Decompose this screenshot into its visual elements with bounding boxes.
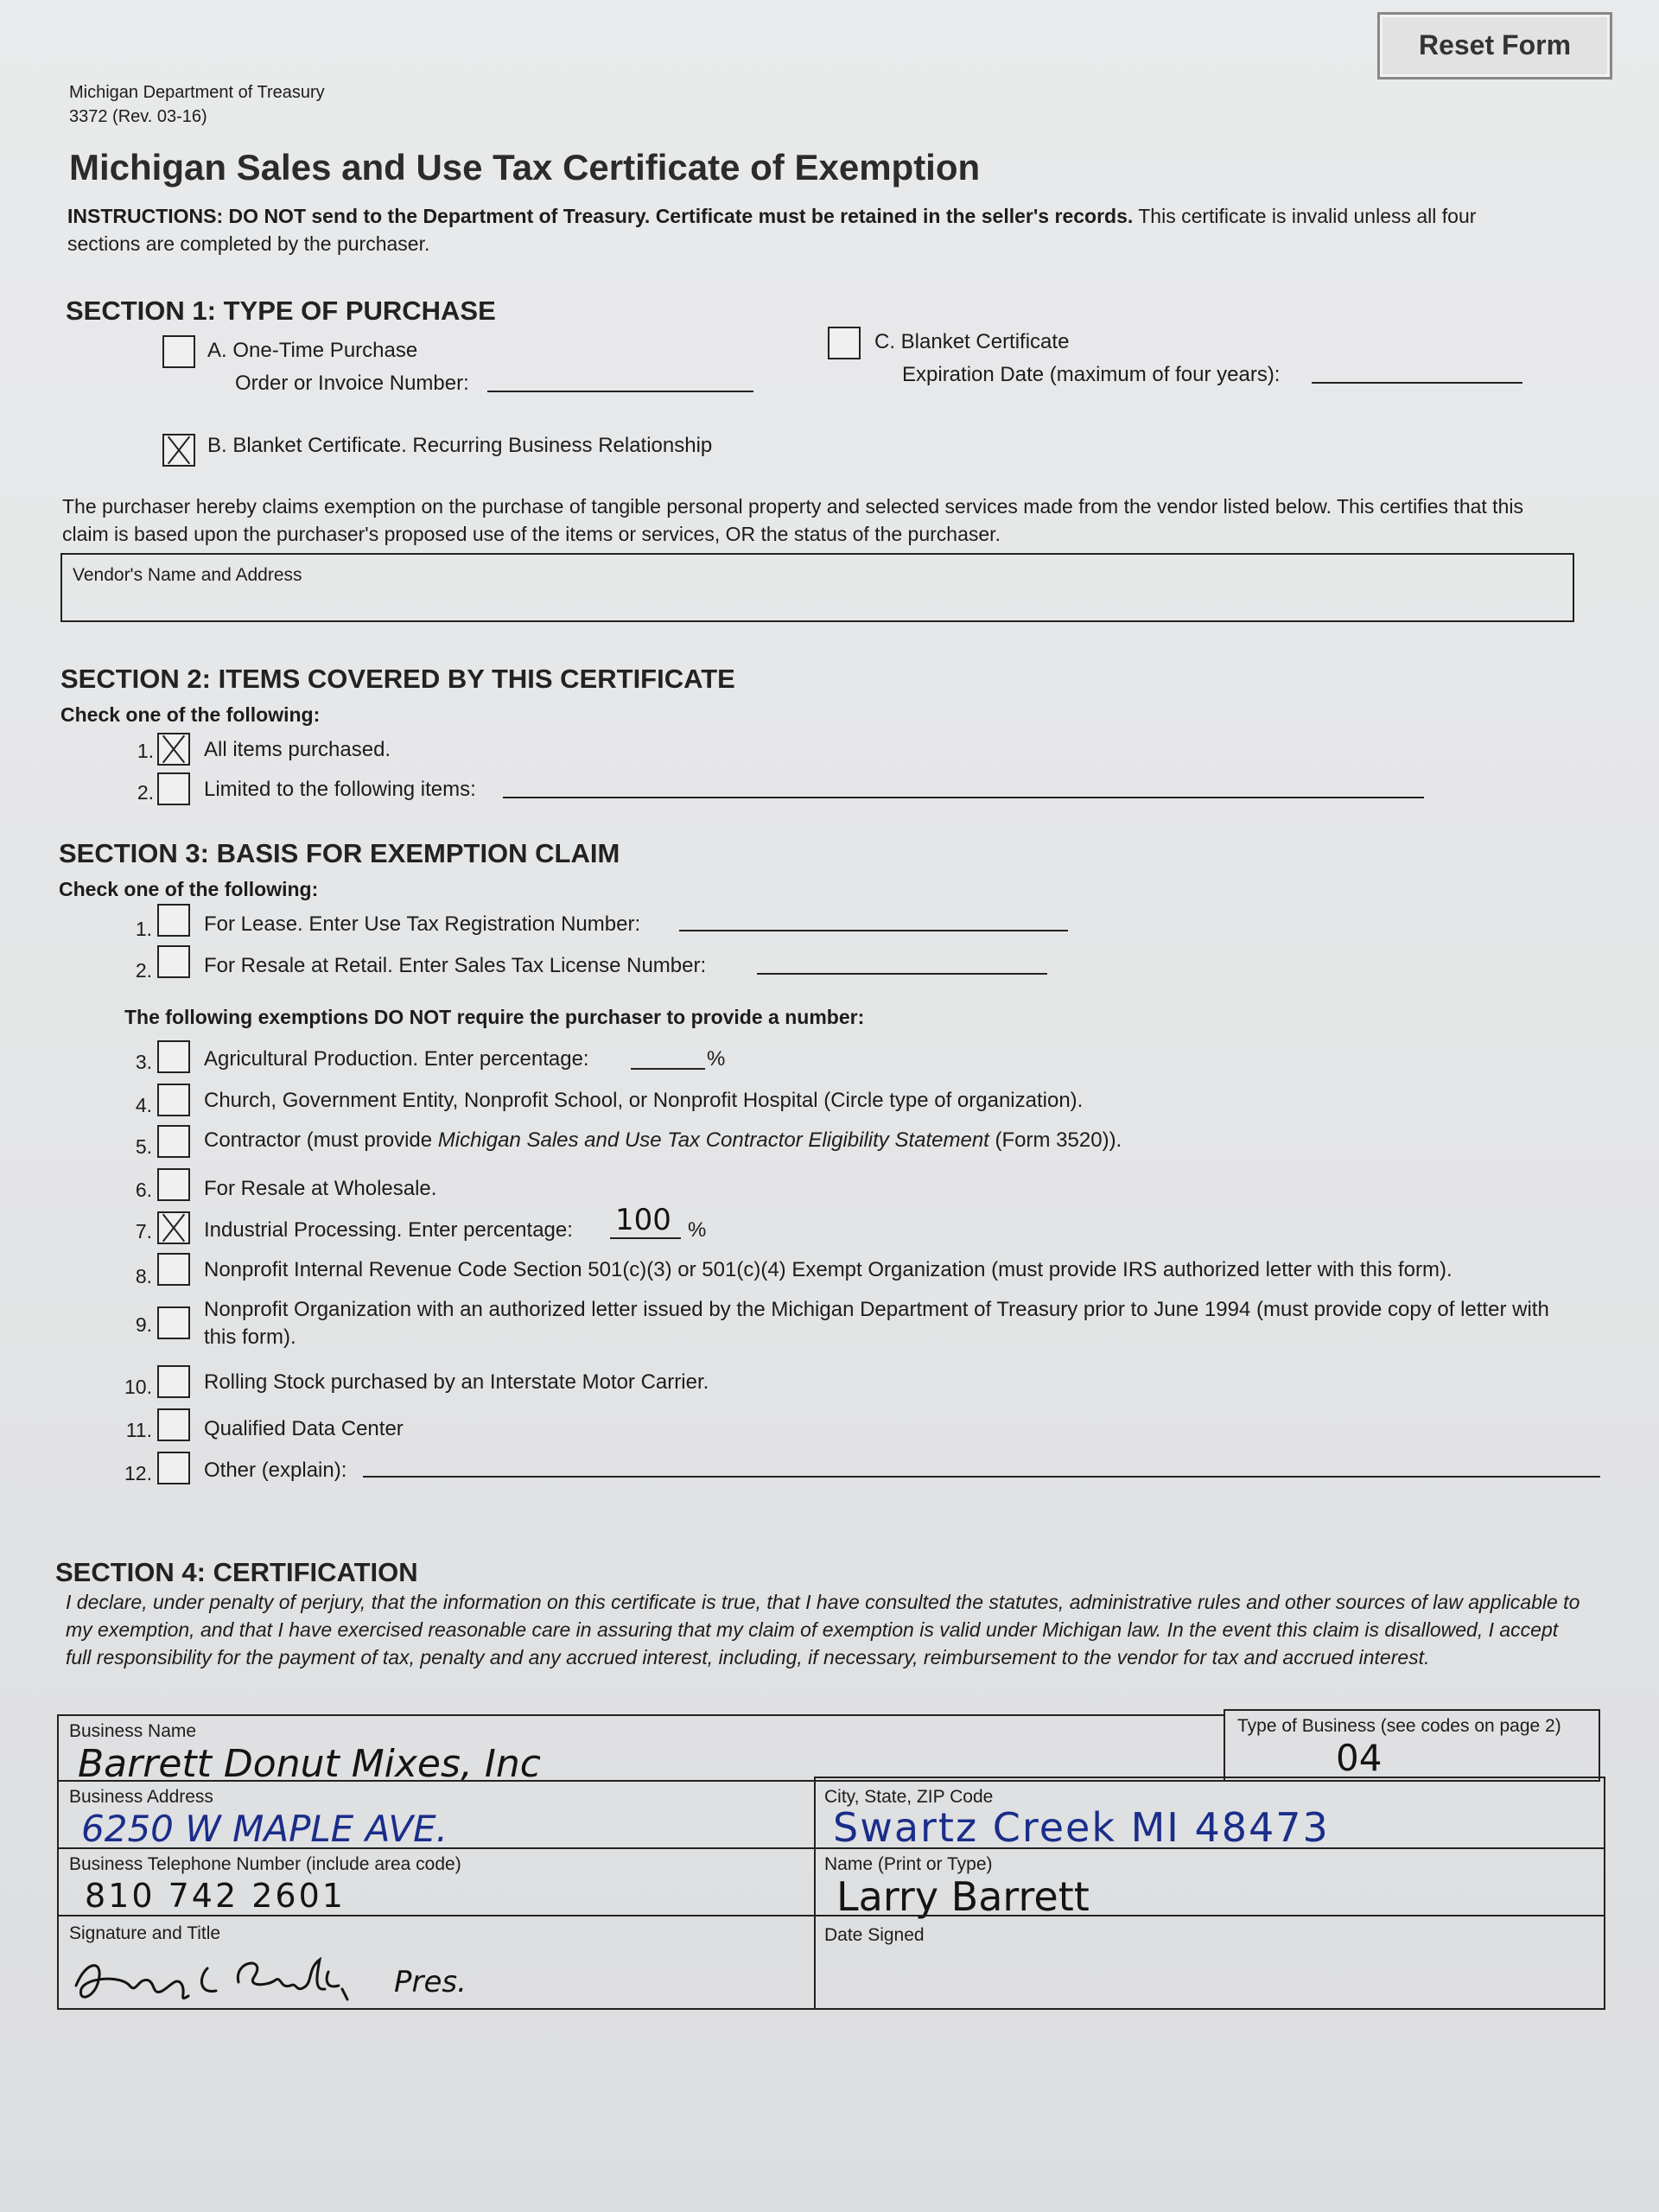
section3-check-one: Check one of the following: (59, 878, 319, 900)
resale-wholesale-label: For Resale at Wholesale. (204, 1177, 437, 1200)
checkbox-data-center[interactable] (157, 1408, 190, 1441)
checkbox-resale-wholesale[interactable] (157, 1168, 190, 1201)
other-label: Other (explain): (204, 1459, 347, 1482)
s3-item-8-num: 8. (135, 1265, 152, 1287)
certification-declaration: I declare, under penalty of perjury, that the information on this certificate is true, that I have consulted the statutes, administrative rules and other sources of law applicable to my exemption, and that I have exercised reasonable care in assuring that my claim of exemption is valid under Michigan law. In the event this claim is disallowed, I accept full responsibility for the payment of tax, penalty and any accrued interest, including, if necessary, reimbursement to the vendor for tax and accrued interest. (66, 1591, 1580, 1669)
one-time-purchase-label: A. One-Time Purchase (207, 339, 418, 362)
industrial-percent-line (610, 1237, 681, 1239)
page-title: Michigan Sales and Use Tax Certificate of Exemption (69, 147, 981, 188)
order-invoice-input[interactable] (487, 391, 753, 392)
section4-title: SECTION 4: CERTIFICATION (55, 1557, 418, 1587)
s3-item-3-num: 3. (135, 1051, 152, 1073)
business-type-value: 04 (1336, 1737, 1382, 1779)
signature-label: Signature and Title (69, 1923, 221, 1943)
resale-retail-label: For Resale at Retail. Enter Sales Tax License Number: (204, 954, 707, 977)
city-state-zip-field[interactable] (814, 1777, 1605, 1849)
blanket-recurring-label: B. Blanket Certificate. Recurring Business Relationship (207, 434, 713, 457)
instructions-bold: INSTRUCTIONS: DO NOT send to the Department of Treasury. Certificate must be retained in the seller's records. (67, 205, 1134, 227)
agricultural-percent-input[interactable] (631, 1068, 705, 1070)
agricultural-percent-sign: % (707, 1047, 726, 1071)
section2-check-one: Check one of the following: (60, 703, 321, 726)
s2-item-2-num: 2. (137, 781, 154, 804)
name-print-value: Larry Barrett (836, 1873, 1090, 1920)
all-items-label: All items purchased. (204, 738, 391, 761)
use-tax-registration-input[interactable] (679, 930, 1068, 931)
city-state-zip-label: City, State, ZIP Code (824, 1787, 994, 1807)
checkbox-all-items[interactable] (157, 733, 190, 766)
business-phone-value: 810 742 2601 (85, 1877, 346, 1915)
nonprofit-letter-label: Nonprofit Organization with an authorized letter issued by the Michigan Department of Treasury prior to June 1994 (must provide copy of letter with this form). (204, 1298, 1549, 1349)
contractor-statement-title: Michigan Sales and Use Tax Contractor Eligibility Statement (437, 1128, 989, 1152)
department-name: Michigan Department of Treasury (69, 83, 325, 102)
industrial-percent-input[interactable]: 100 (615, 1203, 671, 1237)
vendor-label: Vendor's Name and Address (73, 565, 302, 585)
signature-title-value: Pres. (394, 1965, 467, 1999)
section3-title: SECTION 3: BASIS FOR EXEMPTION CLAIM (59, 838, 620, 868)
business-phone-field[interactable] (57, 1847, 816, 1916)
industrial-processing-label: Industrial Processing. Enter percentage: (204, 1218, 573, 1242)
business-address-field[interactable] (57, 1780, 816, 1849)
contractor-label-b: (Form 3520)). (988, 1128, 1122, 1152)
checkbox-other[interactable] (157, 1452, 190, 1484)
s3-item-1-num: 1. (135, 918, 152, 940)
industrial-percent-sign: % (688, 1218, 707, 1242)
s2-item-1-num: 1. (137, 740, 154, 762)
vendor-field[interactable] (60, 553, 1574, 622)
checkbox-agricultural[interactable] (157, 1040, 190, 1073)
s3-item-6-num: 6. (135, 1179, 152, 1201)
s3-item-12-num: 12. (124, 1462, 152, 1484)
name-print-field[interactable] (814, 1847, 1605, 1920)
s3-item-9-num: 9. (135, 1313, 152, 1336)
business-address-label: Business Address (69, 1787, 213, 1807)
s3-item-10-num: 10. (124, 1376, 152, 1398)
business-name-field[interactable] (57, 1714, 1225, 1786)
date-signed-label: Date Signed (824, 1925, 925, 1945)
s3-item-11-num: 11. (125, 1419, 152, 1441)
limited-items-input[interactable] (503, 797, 1424, 798)
reset-form-button[interactable]: Reset Form (1377, 12, 1612, 79)
contractor-label (204, 1128, 1122, 1153)
agricultural-label: Agricultural Production. Enter percentage: (204, 1047, 589, 1071)
s3-item-7-num: 7. (135, 1220, 152, 1243)
expiration-date-input[interactable] (1312, 382, 1522, 384)
limited-items-label: Limited to the following items: (204, 778, 476, 801)
business-type-field[interactable] (1224, 1709, 1600, 1782)
contractor-label-a: Contractor (must provide (204, 1128, 438, 1152)
checkbox-resale-retail[interactable] (157, 945, 190, 978)
blanket-certificate-c-label: C. Blanket Certificate (874, 330, 1070, 353)
form-number: 3372 (Rev. 03-16) (69, 107, 207, 126)
s3-item-2-num: 2. (135, 959, 152, 982)
order-invoice-label: Order or Invoice Number: (235, 372, 469, 395)
signature-image (69, 1951, 397, 2008)
name-print-label: Name (Print or Type) (824, 1854, 993, 1874)
church-government-label: Church, Government Entity, Nonprofit School, or Nonprofit Hospital (Circle type of organization). (204, 1089, 1084, 1112)
date-signed-field[interactable] (814, 1915, 1605, 2010)
other-explain-input[interactable] (363, 1476, 1600, 1478)
checkbox-one-time-purchase[interactable] (162, 335, 195, 368)
s3-item-4-num: 4. (135, 1094, 152, 1116)
claim-statement: The purchaser hereby claims exemption on the purchase of tangible personal property and selected services made from the vendor listed below. This certifies that this claim is based upon the purchaser's proposed use of the items or services, OR the status of the purchaser. (62, 495, 1523, 545)
checkbox-church-government[interactable] (157, 1084, 190, 1116)
section1-title: SECTION 1: TYPE OF PURCHASE (66, 296, 496, 326)
no-number-note: The following exemptions DO NOT require the purchaser to provide a number: (124, 1006, 865, 1028)
instructions-rest: This certificate is invalid unless all four sections are completed by the purchaser. (67, 205, 1477, 255)
sales-tax-license-input[interactable] (757, 973, 1047, 975)
data-center-label: Qualified Data Center (204, 1417, 404, 1440)
checkbox-industrial-processing[interactable] (157, 1211, 190, 1244)
s3-item-5-num: 5. (135, 1135, 152, 1158)
checkbox-contractor[interactable] (157, 1125, 190, 1158)
checkbox-blanket-certificate-c[interactable] (828, 327, 861, 359)
checkbox-nonprofit-letter[interactable] (157, 1306, 190, 1339)
section2-title: SECTION 2: ITEMS COVERED BY THIS CERTIFICATE (60, 664, 735, 694)
rolling-stock-label: Rolling Stock purchased by an Interstate Motor Carrier. (204, 1370, 709, 1394)
business-phone-label: Business Telephone Number (include area code) (69, 1854, 461, 1874)
business-name-label: Business Name (69, 1721, 197, 1741)
checkbox-limited-items[interactable] (157, 772, 190, 805)
business-name-value: Barrett Donut Mixes, Inc (78, 1742, 541, 1786)
expiration-date-label: Expiration Date (maximum of four years): (902, 363, 1281, 386)
signature-field[interactable] (57, 1915, 816, 2010)
business-address-value: 6250 W MAPLE AVE. (81, 1808, 448, 1850)
instructions (67, 202, 1519, 257)
checkbox-rolling-stock[interactable] (157, 1365, 190, 1398)
for-lease-label: For Lease. Enter Use Tax Registration Number: (204, 912, 641, 936)
checkbox-blanket-recurring[interactable] (162, 434, 195, 467)
checkbox-nonprofit-501c[interactable] (157, 1253, 190, 1286)
nonprofit-501c-label: Nonprofit Internal Revenue Code Section 501(c)(3) or 501(c)(4) Exempt Organization (must provide IRS authorized letter with this form). (204, 1258, 1452, 1281)
business-type-label: Type of Business (see codes on page 2) (1237, 1716, 1561, 1736)
checkbox-for-lease[interactable] (157, 904, 190, 937)
city-state-zip-value: Swartz Creek MI 48473 (833, 1804, 1330, 1851)
